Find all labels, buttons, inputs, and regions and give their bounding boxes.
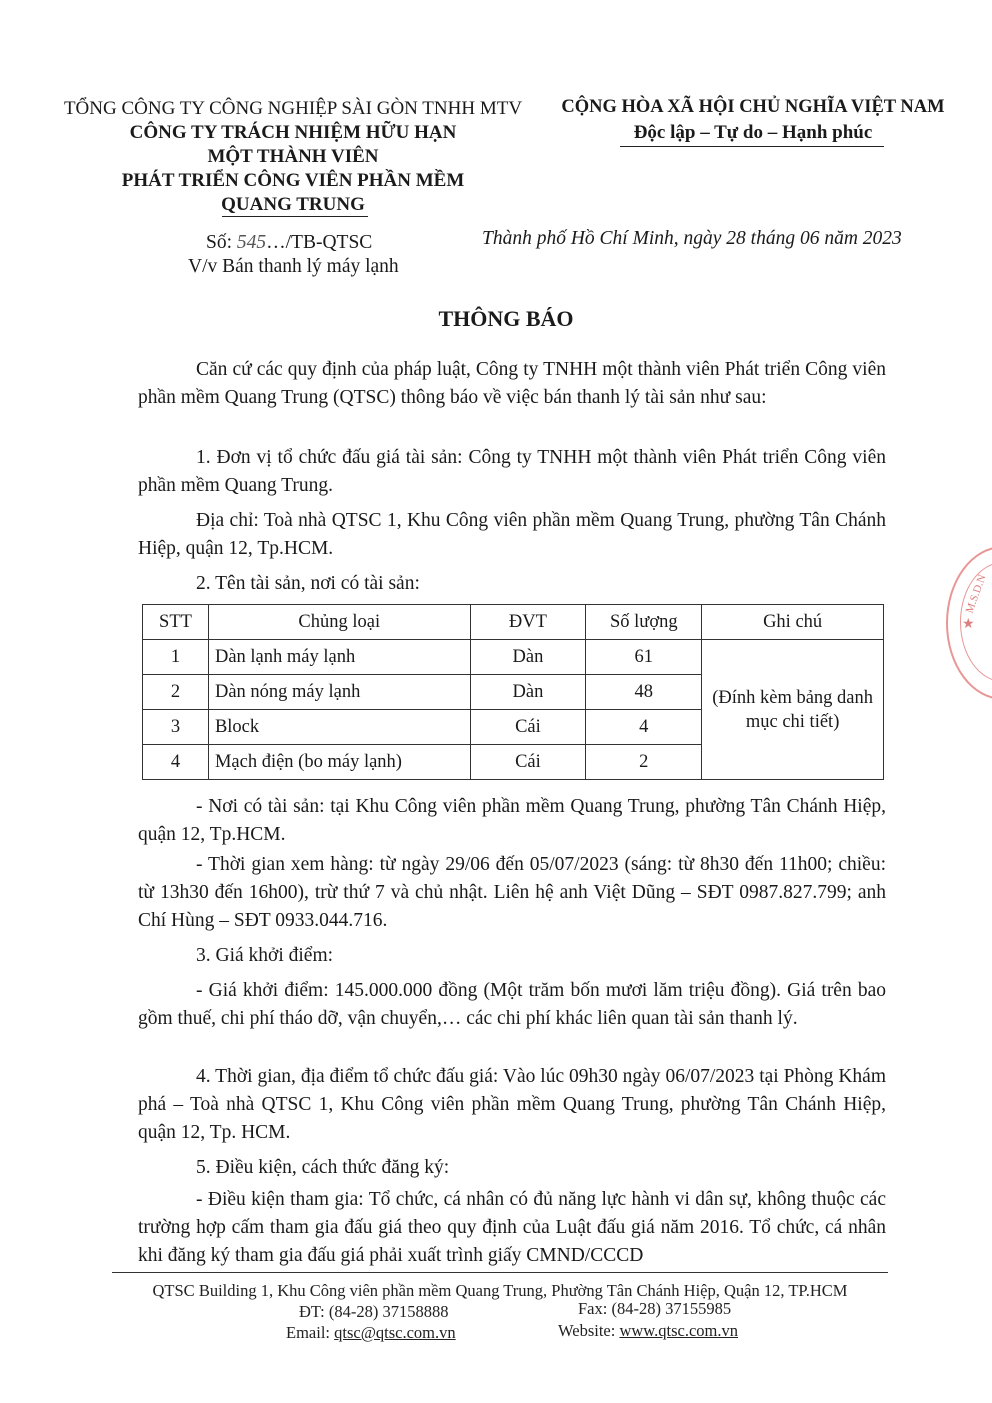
cell-type: Dàn lạnh máy lạnh	[208, 640, 470, 675]
footer-website	[558, 1320, 738, 1341]
conditions-text: - Điều kiện tham gia: Tổ chức, cá nhân có đủ năng lực hành vi dân sự, không thuộc các trường hợp cấm tham gia đấu giá theo quy định của Luật đấu giá năm 2016. Tổ chức, cá nhân khi đăng ký tham gia đấu giá phải xuất trình giấy CMND/CCCD	[138, 1189, 886, 1266]
item3-paragraph	[138, 942, 886, 970]
company-name-line3: PHÁT TRIỂN CÔNG VIÊN PHẦN MỀM	[121, 170, 465, 191]
cell-type: Block	[208, 710, 470, 745]
website-link[interactable]: www.qtsc.com.vn	[619, 1321, 738, 1340]
footer-divider	[112, 1272, 888, 1273]
address-paragraph	[138, 507, 886, 563]
company-underline	[222, 216, 368, 217]
header-type: Chủng loại	[208, 605, 470, 640]
item4-paragraph	[138, 1063, 886, 1147]
number-prefix: Số:	[206, 232, 233, 253]
viewing-text: - Thời gian xem hàng: từ ngày 29/06 đến 05/07/2023 (sáng: từ 8h30 đến 11h00; chiều: từ 13h30 đến 16h00), trừ thứ 7 và chủ nhật. Liên hệ anh Việt Dũng – SĐT 0987.827.799; anh Chí Hùng – SĐT 0933.044.716.	[138, 854, 886, 931]
item4-text: 4. Thời gian, địa điểm tổ chức đấu giá: Vào lúc 09h30 ngày 06/07/2023 tại Phòng Khám phá – Toà nhà QTSC 1, Khu Công viên phần mềm Quang Trung, phường Tân Chánh Hiệp, quận 12, Tp. HCM.	[138, 1066, 886, 1143]
item3-text: 3. Giá khởi điểm:	[196, 945, 334, 966]
location-text: - Nơi có tài sản: tại Khu Công viên phần mềm Quang Trung, phường Tân Chánh Hiệp, quận 12, Tp.HCM.	[138, 796, 886, 845]
header-unit: ĐVT	[470, 605, 586, 640]
cell-quantity: 4	[586, 710, 702, 745]
company-name-line4: QUANG TRUNG	[221, 194, 365, 215]
national-title: CỘNG HÒA XÃ HỘI CHỦ NGHĨA VIỆT NAM	[561, 97, 945, 117]
cell-stt: 4	[143, 745, 209, 780]
price-text: - Giá khởi điểm: 145.000.000 đồng (Một trăm bốn mươi lăm triệu đồng). Giá trên bao gồm thuế, chi phí tháo dỡ, vận chuyển,… các chi phí khác liên quan tài sản thanh lý.	[138, 980, 886, 1029]
email-link[interactable]: qtsc@qtsc.com.vn	[334, 1323, 456, 1342]
motto-underline	[620, 146, 884, 147]
cell-unit: Cái	[470, 745, 586, 780]
footer-phone: ĐT: (84-28) 37158888	[299, 1302, 449, 1321]
company-stamp	[946, 546, 992, 700]
item1-text: 1. Đơn vị tổ chức đấu giá tài sản: Công ty TNHH một thành viên Phát triển Công viên phần mềm Quang Trung.	[138, 447, 886, 496]
number-suffix: …/TB-QTSC	[266, 232, 373, 253]
parent-company: TỔNG CÔNG TY CÔNG NGHIỆP SÀI GÒN TNHH MTV	[63, 98, 523, 119]
header-stt: STT	[143, 605, 209, 640]
document-subject: V/v Bán thanh lý máy lạnh	[188, 256, 399, 277]
item5-paragraph	[138, 1154, 886, 1182]
item1-paragraph	[138, 444, 886, 500]
cell-quantity: 2	[586, 745, 702, 780]
intro-paragraph	[138, 356, 886, 412]
price-paragraph	[138, 977, 886, 1033]
cell-note: (Đính kèm bảng danh mục chi tiết)	[702, 640, 884, 780]
conditions-paragraph	[138, 1186, 886, 1270]
table-row	[143, 640, 884, 675]
email-label: Email:	[286, 1323, 330, 1342]
number-handwritten: 545	[236, 232, 267, 253]
footer-fax: Fax: (84-28) 37155985	[578, 1299, 732, 1318]
footer-email	[286, 1322, 456, 1343]
document-date: Thành phố Hồ Chí Minh, ngày 28 tháng 06 năm 2023	[482, 228, 902, 249]
cell-quantity: 61	[586, 640, 702, 675]
viewing-paragraph	[138, 851, 886, 935]
company-name-line1: CÔNG TY TRÁCH NHIỆM HỮU HẠN	[129, 122, 457, 143]
cell-type: Mạch điện (bo máy lạnh)	[208, 745, 470, 780]
company-name-line2: MỘT THÀNH VIÊN	[207, 146, 379, 167]
cell-stt: 1	[143, 640, 209, 675]
cell-stt: 2	[143, 675, 209, 710]
item2-paragraph	[138, 570, 886, 598]
table-header-row	[143, 605, 884, 640]
cell-unit: Dàn	[470, 640, 586, 675]
cell-unit: Dàn	[470, 675, 586, 710]
cell-unit: Cái	[470, 710, 586, 745]
website-label: Website:	[558, 1321, 616, 1340]
item5-text: 5. Điều kiện, cách thức đăng ký:	[196, 1157, 450, 1178]
location-paragraph	[138, 793, 886, 849]
document-number	[206, 231, 372, 255]
asset-table	[142, 604, 884, 780]
header-note: Ghi chú	[702, 605, 884, 640]
document-title: THÔNG BÁO	[438, 306, 574, 331]
cell-stt: 3	[143, 710, 209, 745]
stamp-text: M.S.D.N	[963, 573, 989, 615]
national-motto: Độc lập – Tự do – Hạnh phúc	[633, 122, 873, 143]
header-quantity: Số lượng	[586, 605, 702, 640]
intro-text: Căn cứ các quy định của pháp luật, Công ty TNHH một thành viên Phát triển Công viên phần mềm Quang Trung (QTSC) thông báo về việc bán thanh lý tài sản như sau:	[138, 359, 886, 408]
item2-text: 2. Tên tài sản, nơi có tài sản:	[196, 573, 420, 594]
footer-address: QTSC Building 1, Khu Công viên phần mềm Quang Trung, Phường Tân Chánh Hiệp, Quận 12, TP.HCM	[152, 1281, 848, 1300]
address-text: Địa chỉ: Toà nhà QTSC 1, Khu Công viên phần mềm Quang Trung, phường Tân Chánh Hiệp, quận 12, Tp.HCM.	[138, 510, 886, 559]
cell-quantity: 48	[586, 675, 702, 710]
stamp-star-icon: ★	[962, 617, 975, 632]
cell-type: Dàn nóng máy lạnh	[208, 675, 470, 710]
